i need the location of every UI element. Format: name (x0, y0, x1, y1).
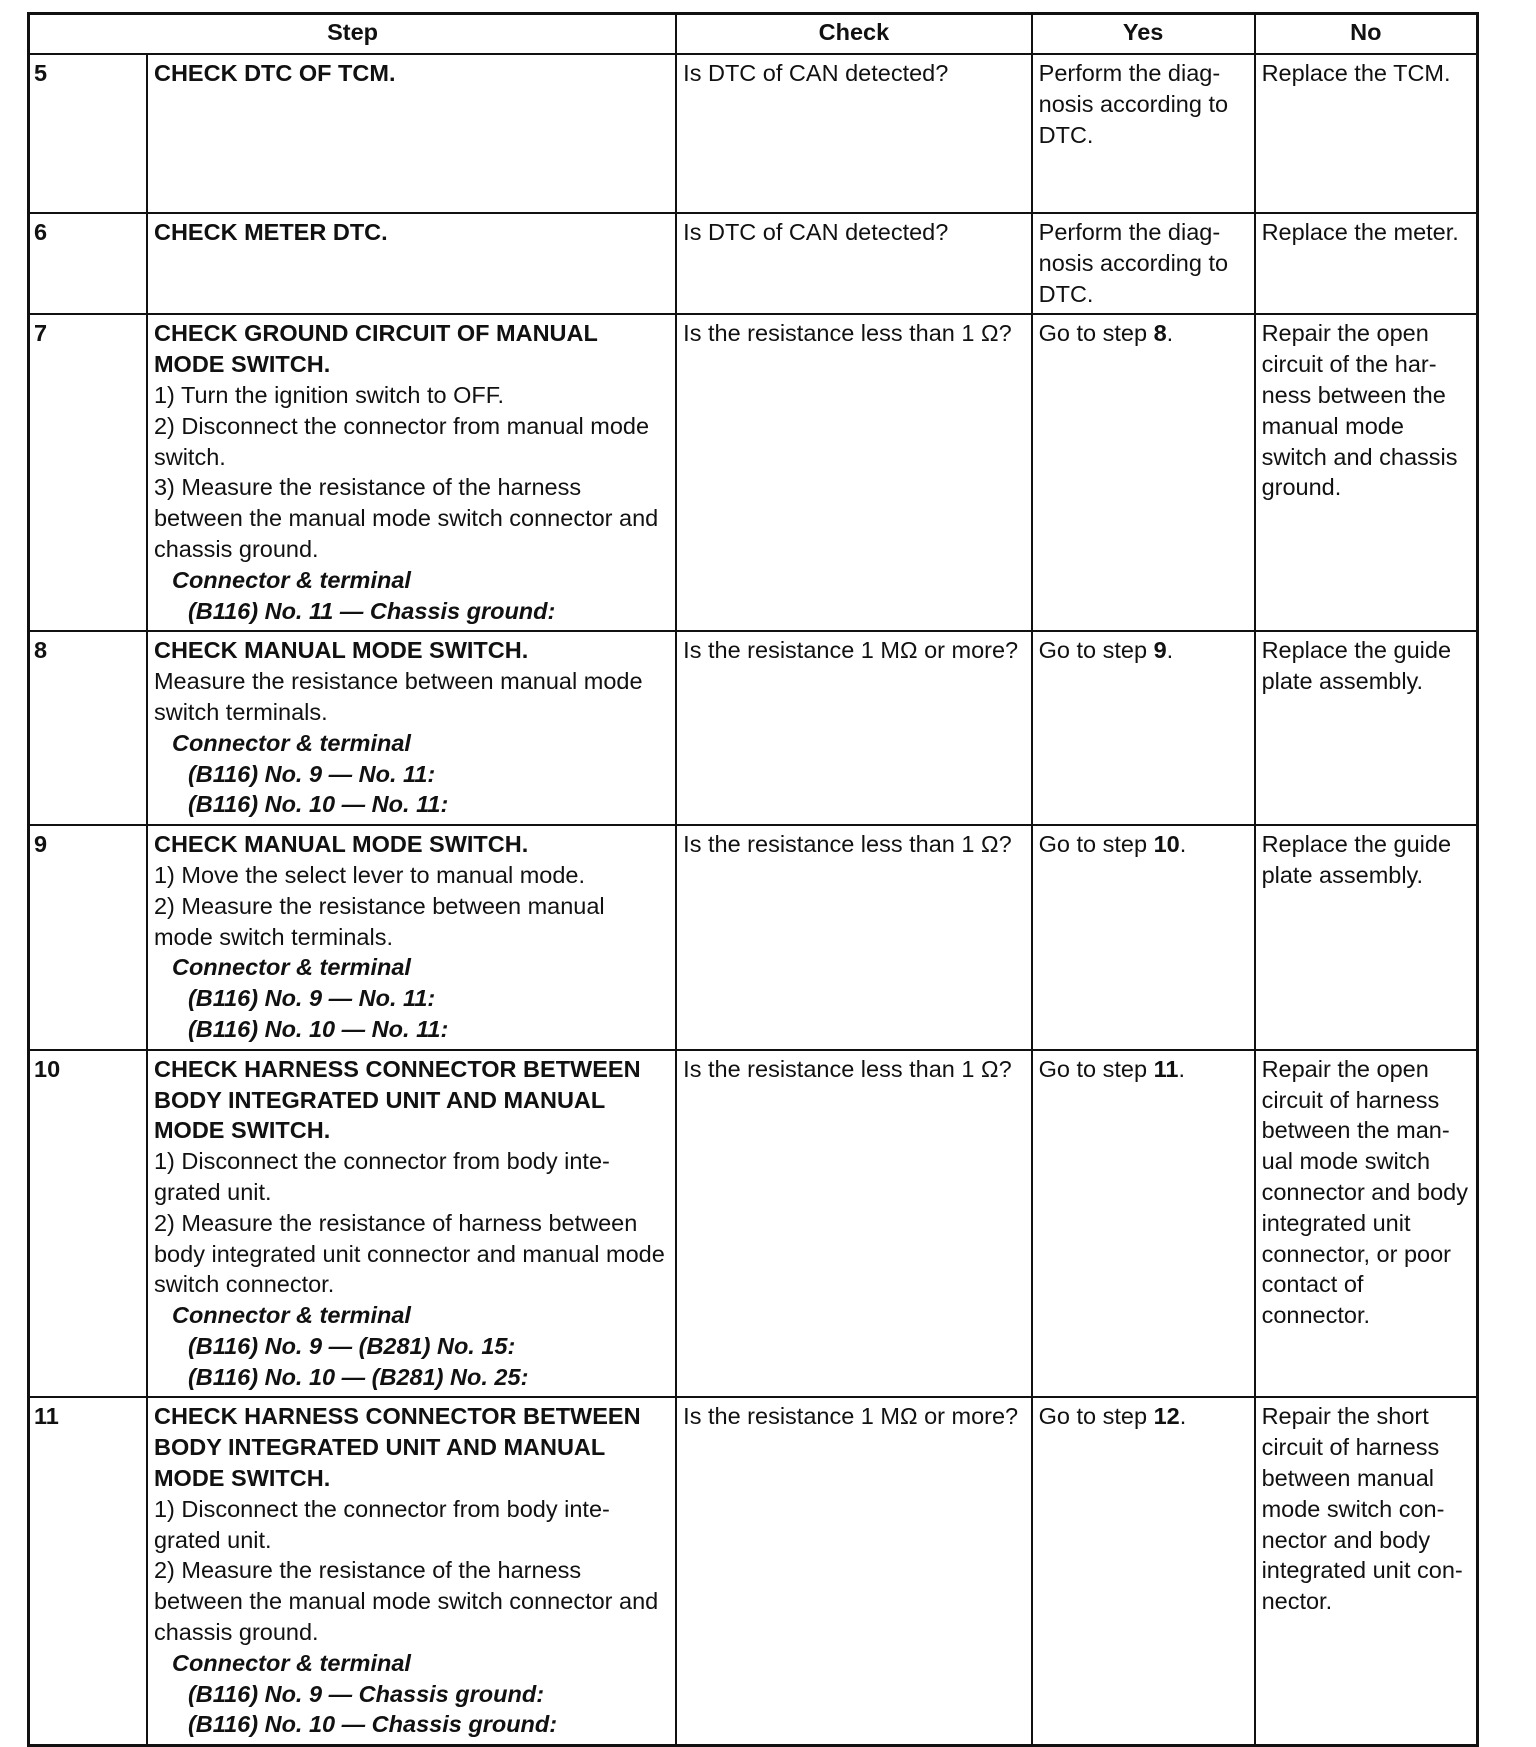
step-title: CHECK GROUND CIRCUIT OF MANUAL MODE SWITCH. (153, 320, 598, 378)
connector-terminal: (B116) No. 9 — No. 11: (187, 760, 436, 787)
step-title: CHECK HARNESS CONNECTOR BETWEEN BODY INTEGRATED UNIT AND MANUAL MODE SWITCH. (153, 1055, 641, 1144)
check-cell: Is the resistance 1 MΩ or more? (676, 631, 1031, 825)
no-cell: Repair the open circuit of the har-ness between the manual mode switch and chassis ground. (1255, 314, 1478, 631)
step-content (147, 825, 676, 1050)
instruction-line: 1) Turn the ignition switch to OFF. (153, 381, 505, 408)
goto-step-number: 12 (1153, 1403, 1180, 1430)
no-cell: Repair the short circuit of harness between manual mode switch con-nector and body integrated unit con-nector. (1255, 1397, 1478, 1745)
instruction-line: 2) Disconnect the connector from manual mode switch. (153, 412, 650, 470)
header-row (29, 14, 1478, 55)
goto-step-number: 9 (1153, 637, 1167, 664)
goto-step-number: 11 (1153, 1055, 1179, 1082)
step-title: CHECK HARNESS CONNECTOR BETWEEN BODY INTEGRATED UNIT AND MANUAL MODE SWITCH. (153, 1403, 641, 1492)
table-row (29, 1397, 1478, 1745)
header-no: No (1255, 14, 1478, 55)
connector-heading: Connector & terminal (171, 1649, 411, 1676)
yes-prefix: Go to step (1038, 1403, 1154, 1430)
step-content (147, 631, 676, 825)
no-cell: Replace the TCM. (1255, 54, 1478, 213)
step-number: 7 (29, 314, 147, 631)
header-yes: Yes (1032, 14, 1255, 55)
connector-terminal: (B116) No. 9 — Chassis ground: (187, 1680, 545, 1707)
yes-suffix: . (1178, 1055, 1185, 1082)
goto-step-number: 10 (1153, 831, 1180, 858)
yes-prefix: Go to step (1038, 831, 1154, 858)
step-content (147, 1050, 676, 1398)
step-content (147, 54, 676, 213)
step-title: CHECK DTC OF TCM. (153, 60, 396, 86)
step-number: 8 (29, 631, 147, 825)
connector-terminal: (B116) No. 10 — (B281) No. 25: (187, 1363, 529, 1390)
yes-cell: Perform the diag-nosis according to DTC. (1032, 213, 1255, 314)
yes-suffix: . (1166, 320, 1174, 347)
yes-prefix: Go to step (1038, 320, 1154, 347)
no-cell: Replace the guide plate assembly. (1255, 825, 1478, 1050)
header-step: Step (29, 14, 677, 55)
step-title: CHECK METER DTC. (153, 219, 388, 245)
no-cell: Replace the guide plate assembly. (1255, 631, 1478, 825)
step-title: CHECK MANUAL MODE SWITCH. (153, 637, 529, 664)
goto-step-number: 8 (1153, 320, 1167, 347)
connector-heading: Connector & terminal (171, 1302, 411, 1329)
instruction-line: 2) Measure the resistance of harness between body integrated unit connector and manual mode switch connector. (153, 1209, 665, 1298)
connector-heading: Connector & terminal (171, 954, 411, 981)
yes-cell (1032, 631, 1255, 825)
instruction-line: 2) Measure the resistance between manual mode switch terminals. (153, 892, 605, 950)
check-cell: Is DTC of CAN detected? (676, 213, 1031, 314)
instruction-line: 2) Measure the resistance of the harness between the manual mode switch connector and chassis ground. (153, 1557, 659, 1646)
step-number: 11 (29, 1397, 147, 1745)
connector-terminal: (B116) No. 9 — No. 11: (187, 985, 436, 1012)
step-title: CHECK MANUAL MODE SWITCH. (153, 831, 529, 858)
yes-prefix: Go to step (1038, 1055, 1154, 1082)
table-row (29, 825, 1478, 1050)
yes-suffix: . (1179, 831, 1187, 858)
step-content (147, 1397, 676, 1745)
no-cell: Replace the meter. (1255, 213, 1478, 314)
header-check: Check (676, 14, 1031, 55)
table-row (29, 314, 1478, 631)
check-cell: Is the resistance 1 MΩ or more? (676, 1397, 1031, 1745)
connector-heading: Connector & terminal (171, 729, 411, 756)
connector-terminal: (B116) No. 10 — No. 11: (187, 1015, 449, 1042)
connector-heading: Connector & terminal (171, 566, 411, 593)
yes-cell (1032, 1397, 1255, 1745)
check-cell: Is the resistance less than 1 Ω? (676, 1050, 1031, 1398)
instruction-line: 1) Move the select lever to manual mode. (153, 861, 586, 888)
table-row (29, 54, 1478, 213)
step-number: 9 (29, 825, 147, 1050)
check-cell: Is DTC of CAN detected? (676, 54, 1031, 213)
yes-cell (1032, 314, 1255, 631)
connector-terminal: (B116) No. 9 — (B281) No. 15: (187, 1332, 516, 1359)
yes-suffix: . (1179, 1403, 1187, 1430)
step-number: 10 (29, 1050, 147, 1398)
instruction-line: 1) Disconnect the connector from body inte-grated unit. (153, 1148, 610, 1205)
instruction-line: Measure the resistance between manual mode switch terminals. (153, 668, 643, 725)
step-content (147, 314, 676, 631)
table-row (29, 1050, 1478, 1398)
yes-suffix: . (1166, 637, 1174, 664)
instruction-line: 1) Disconnect the connector from body inte-grated unit. (153, 1495, 610, 1553)
step-content (147, 213, 676, 314)
check-cell: Is the resistance less than 1 Ω? (676, 314, 1031, 631)
connector-terminal: (B116) No. 10 — No. 11: (187, 791, 449, 818)
connector-terminal: (B116) No. 11 — Chassis ground: (187, 597, 556, 624)
check-cell: Is the resistance less than 1 Ω? (676, 825, 1031, 1050)
yes-prefix: Go to step (1038, 637, 1154, 664)
yes-cell (1032, 825, 1255, 1050)
step-number: 5 (29, 54, 147, 213)
table-row (29, 213, 1478, 314)
yes-cell: Perform the diag-nosis according to DTC. (1032, 54, 1255, 213)
step-number: 6 (29, 213, 147, 314)
instruction-line: 3) Measure the resistance of the harness between the manual mode switch connector and chassis ground. (153, 474, 659, 562)
connector-terminal: (B116) No. 10 — Chassis ground: (187, 1711, 558, 1738)
table-row (29, 631, 1478, 825)
yes-cell (1032, 1050, 1255, 1398)
no-cell: Repair the open circuit of harness between the man-ual mode switch connector and body integrated unit connector, or poor contact of connector. (1255, 1050, 1478, 1398)
diagnostic-table (27, 12, 1479, 1747)
